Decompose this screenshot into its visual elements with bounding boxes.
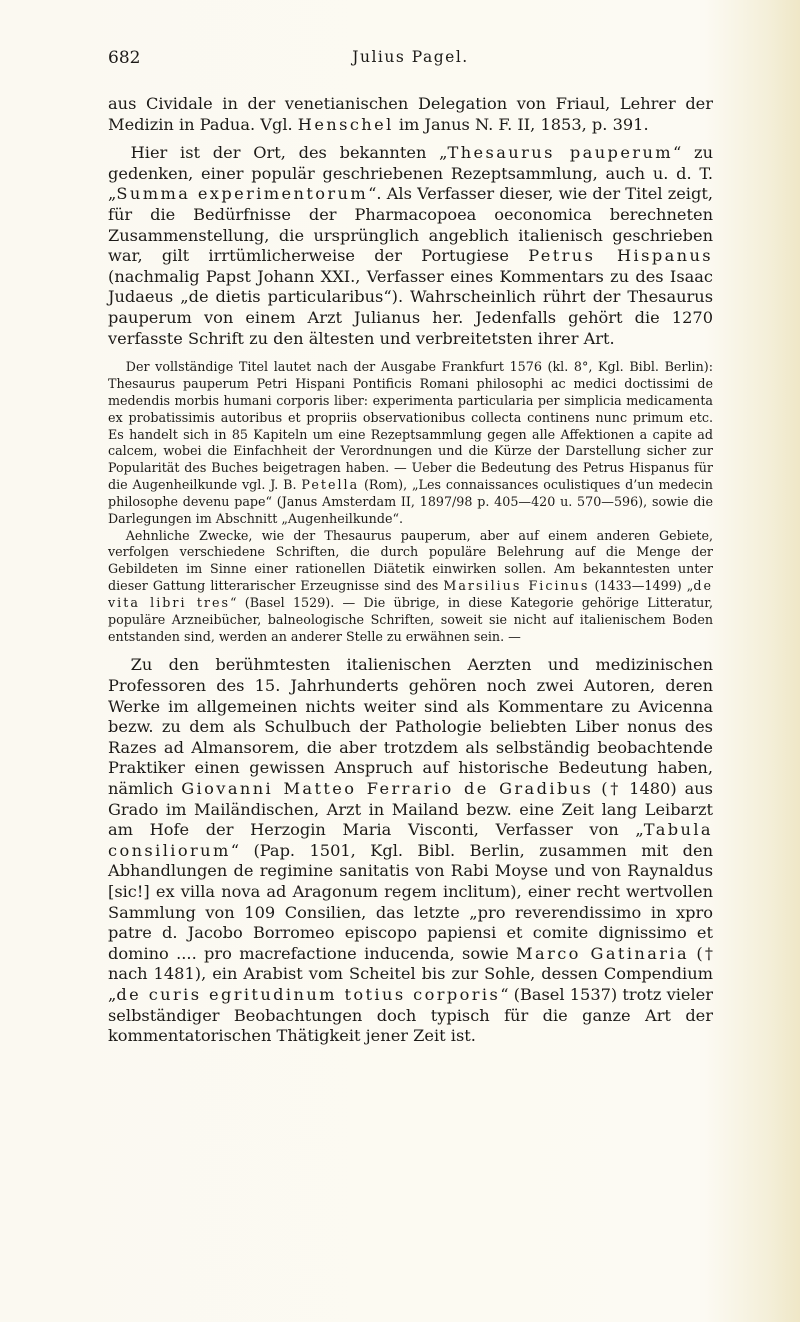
paragraph-thesaurus: [108, 143, 713, 349]
spaced-author-name: Marco Gatinaria: [516, 943, 690, 963]
text-run: Aehnliche Zwecke, wie der Thesaurus pauperum, aber auf einem anderen Gebiete, verfolgen verschiedene Schriften, die durch populäre Belehrung auf die Menge der Gebildeten im Sinne einer rationellen Diätetik einwirken sollen. Am bekanntesten unter dieser Gattung litterarischer Erzeugnisse sind des: [108, 527, 713, 594]
paragraph-continuation: [108, 94, 713, 135]
spaced-author-name: Marsilius Ficinus: [443, 578, 590, 594]
note-paragraph-similar-works: [108, 528, 713, 646]
paragraph-italian-physicians: [108, 655, 713, 1046]
page-number: 682: [108, 48, 141, 68]
page-body: [108, 94, 713, 1047]
text-run: (1433—1499) „: [589, 578, 694, 594]
paragraph-gap: [108, 645, 713, 655]
text-run: Hier ist der Ort, des bekannten „: [130, 143, 448, 163]
spaced-author-name: Petella: [301, 477, 360, 493]
spaced-author-name: Henschel: [297, 114, 394, 134]
spaced-author-name: Giovanni Matteo Ferrario de Gradibus: [181, 779, 594, 799]
text-run: (nachmalig Papst Johann XXI., Verfasser eines Kommentars zu des Isaac Judaeus „de dietis particularibus“). Wahrscheinlich rührt der Thesaurus pauperum von einem Arzt Julianus her. Jedenfalls gehört die 1270 verfasste Schrift zu den ältesten und verbreitetsten ihrer Art.: [108, 266, 713, 348]
text-run: (Rom), „Les connaissances oculistiques d’un medecin philosophe devenu pape“ (Janus Amsterdam II, 1897/98 p. 405—420 u. 570—596), sowie die Darlegungen im Abschnitt „Augenheilkunde“.: [108, 477, 713, 526]
text-run: “ (Pap. 1501, Kgl. Bibl. Berlin, zusammen mit den Abhandlungen de regimine sanitatis von Rabi Moyse und von Raynaldus [sic!] ex villa nova ad Aragonum regem inclitum), einer recht wertvollen Sammlung von 109 Consilien, das letzte „pro reverendissimo in xpro patre d. Jacobo Borromeo episcopo papiensi et comite dignissimo et domino .... pro macrefactione inducenda, sowie: [108, 840, 713, 963]
spaced-author-name: Petrus Hispanus: [528, 246, 713, 266]
note-paragraph-title: [108, 359, 713, 527]
spaced-book-title: de vita libri tres: [108, 578, 713, 610]
text-run: “. Als Verfasser dieser, wie der Titel zeigt, für die Bedürfnisse der Pharmacopoea oeconomica berechneten Zusammenstellung, die ursprünglich angeblich italienisch geschrieben war, gilt irrtümlicherweise der Portugiese: [108, 184, 713, 266]
text-run: im Janus N. F. II, 1853, p. 391.: [393, 114, 649, 134]
text-run: “ zu gedenken, einer populär geschriebenen Rezeptsammlung, auch u. d. T. „: [108, 143, 713, 204]
text-run: († 1480) aus Grado im Mailändischen, Arzt in Mailand bezw. eine Zeit lang Leibarzt am Hofe der Herzogin Maria Visconti, Verfasser von „: [108, 779, 713, 840]
spaced-book-title: de curis egritudinum totius corporis: [116, 984, 501, 1004]
text-run: Zu den berühmtesten italienischen Aerzten und medizinischen Professoren des 15. Jahrhunderts gehören noch zwei Autoren, deren Werke im allgemeinen nichts weiter sind als Kommentare zu Avicenna bezw. zu dem als Schulbuch der Pathologie beliebten Liber nonus des Razes ad Almansorem, die aber trotzdem als selbständig beobachtende Praktiker einen gewissen Anspruch auf historische Bedeutung haben, nämlich: [108, 655, 713, 799]
text-run: “ (Basel 1537) trotz vieler selbständiger Beobachtungen doch typisch für die ganze Art der kommentatorischen Thätigkeit jener Zeit ist.: [108, 984, 713, 1046]
running-head: Julius Pagel.: [352, 48, 469, 66]
spaced-book-title: Summa experimentorum: [116, 184, 369, 204]
page-header: [108, 48, 713, 72]
paragraph-gap: [108, 349, 713, 359]
text-run: aus Cividale in der venetianischen Delegation von Friaul, Lehrer der Medizin in Padua. Vgl.: [108, 94, 713, 134]
text-run: († nach 1481), ein Arabist vom Scheitel bis zur Sohle, dessen Compendium „: [108, 943, 713, 1004]
paragraph-gap: [108, 135, 713, 143]
spaced-book-title: Thesaurus pauperum: [447, 143, 674, 163]
text-run: Der vollständige Titel lautet nach der Ausgabe Frankfurt 1576 (kl. 8°, Kgl. Bibl. Berlin): Thesaurus pauperum Petri Hispani Pontificis Romani philosophi ac medici doctissimi de medendis morbis humani corporis liber: experimenta particularia per simplicia medicamenta ex probatissimis autoribus et propriis observationibus collecta continens nunc primum etc. Es handelt sich in 85 Kapiteln um eine Rezeptsammlung gegen alle Affektionen a capite ad calcem, wobei die Einfachheit der Verordnungen und die Kürze der Darstellung sicher zur Popularität des Buches beigetragen haben. — Ueber die Bedeutung des Petrus Hispanus für die Augenheilkunde vgl. J. B.: [108, 359, 713, 493]
text-run: “ (Basel 1529). — Die übrige, in diese Kategorie gehörige Litteratur, populäre Arzneibücher, balneologische Schriften, soweit sie nicht auf italienischem Boden entstanden sind, werden an anderer Stelle zu erwähnen sein. —: [108, 594, 714, 644]
spaced-book-title: Tabula consiliorum: [108, 820, 713, 860]
